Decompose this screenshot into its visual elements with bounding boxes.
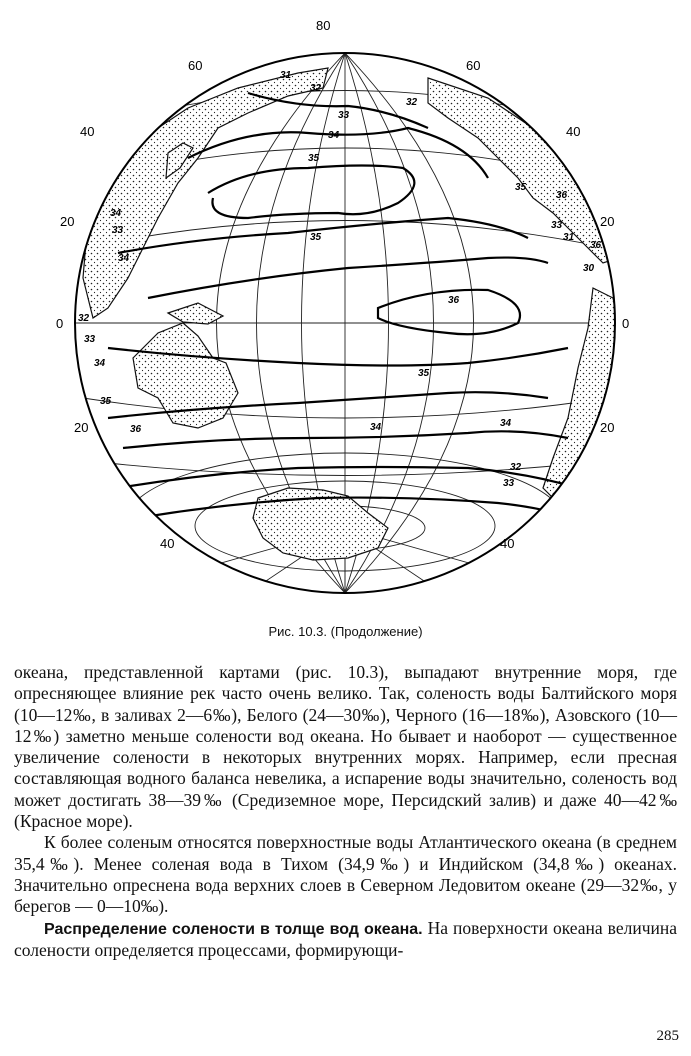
new-guinea-land	[168, 303, 223, 324]
degree-label-right: 40	[566, 124, 581, 139]
isohaline-label: 36	[130, 424, 142, 435]
isohaline-label: 34	[370, 422, 382, 433]
isohaline-label: 36	[448, 295, 460, 306]
isohaline-label: 34	[328, 130, 340, 141]
isohaline-label: 33	[84, 334, 96, 345]
south-america-land	[543, 288, 623, 498]
salinity-globe-map	[48, 18, 648, 618]
isohaline-label: 33	[551, 220, 563, 231]
degree-label-left: 40	[80, 124, 95, 139]
isohaline-label: 34	[94, 358, 106, 369]
isohaline-label: 32	[510, 462, 522, 473]
australia-land	[133, 323, 238, 428]
isohaline-label: 33	[112, 225, 124, 236]
isohaline-label: 32	[406, 97, 418, 108]
paragraph-text: На поверхности океана величина солености определяется процессами, формирующи-	[14, 917, 677, 960]
section-heading: Распределение солености в толще вод океана.	[44, 920, 423, 938]
isohaline-label: 35	[308, 153, 320, 164]
paragraph	[14, 918, 677, 962]
isohaline-label: 35	[310, 232, 322, 243]
isohaline-label: 31	[280, 70, 292, 81]
degree-label-top: 60	[466, 58, 481, 73]
degree-label-top: 80	[316, 18, 331, 33]
isohaline-label: 35	[100, 396, 112, 407]
degree-label-right: 20	[600, 420, 615, 435]
page-number: 285	[656, 1028, 679, 1044]
isohaline-label: 33	[503, 478, 515, 489]
degree-label-left: 20	[60, 214, 75, 229]
landmasses	[83, 68, 623, 560]
isohaline-label: 36	[556, 190, 568, 201]
figure-caption: Рис. 10.3. (Продолжение)	[268, 624, 423, 639]
isohaline-label: 33	[338, 110, 350, 121]
body-text	[14, 662, 677, 961]
isohaline-label: 31	[563, 232, 575, 243]
degree-label-left: 20	[74, 420, 89, 435]
paragraph: океана, представленной картами (рис. 10.3), выпадают внутренние моря, где опресняющее влияние рек часто очень велико. Так, соленость воды Балтийского моря (10—12‰, в заливах 2—6‰), Белого (24—30‰), Черного (16—18‰), Азовского (10—12‰) заметно меньше солености вод океана. Но бывает и наоборот — существенное увеличение солености в некоторых внутренних морях. Например, если пресная составляющая водного баланса невелика, а испарение воды значительно, соленость вод может достигать 38—39‰ (Средиземное море, Персидский залив) и даже 40—42‰ (Красное море).	[14, 662, 677, 832]
isohaline-label: 34	[110, 208, 122, 219]
isohaline-label: 34	[118, 253, 130, 264]
isohaline-label: 36	[590, 240, 602, 251]
degree-label-right: 20	[600, 214, 615, 229]
degree-label-left: 0	[56, 316, 64, 331]
degree-label-bottom: 40	[160, 536, 175, 551]
isohaline-label: 32	[78, 313, 90, 324]
isohaline-label: 32	[310, 83, 322, 94]
degree-label-top: 60	[188, 58, 203, 73]
degree-labels	[56, 18, 629, 551]
isohaline-label: 35	[418, 368, 430, 379]
asia-land	[83, 68, 328, 318]
paragraph: К более соленым относятся поверхностные воды Атлантического океана (в среднем 35,4‰). Менее соленая вода в Тихом (34,9‰) и Индийском (34,8‰) океанах. Значительно опреснена вода верхних слоев в Северном Ледовитом океане (29—32‰, у берегов — 0—10‰).	[14, 832, 677, 917]
isohaline-label: 35	[515, 182, 527, 193]
degree-label-right: 0	[622, 316, 630, 331]
isohaline-label: 30	[583, 263, 595, 274]
isohaline-label: 34	[500, 418, 512, 429]
degree-label-bottom: 40	[500, 536, 515, 551]
